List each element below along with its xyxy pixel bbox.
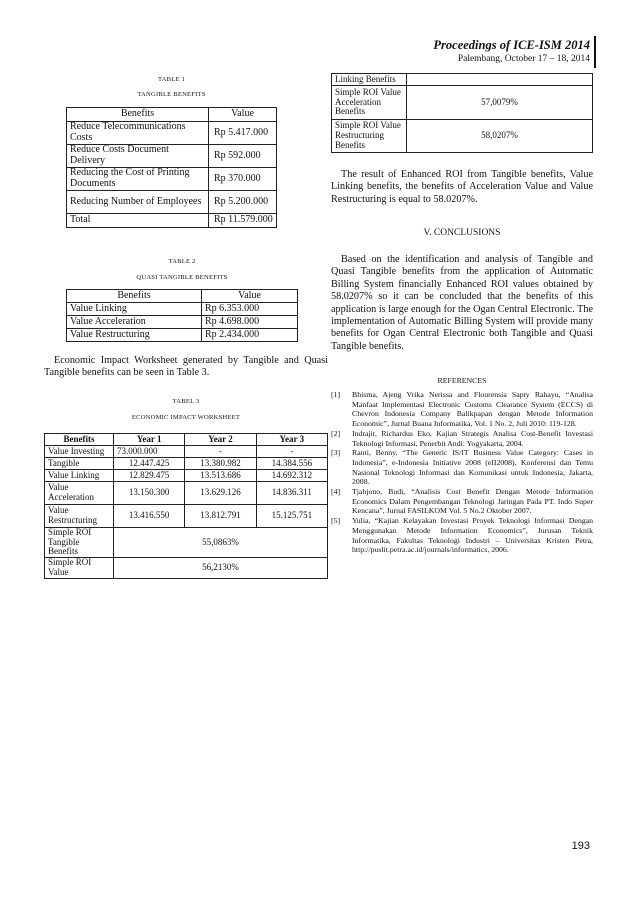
table-cell: Value Investing: [45, 446, 114, 458]
table-cell: Total: [67, 214, 209, 228]
table-header-cell: Year 3: [256, 434, 327, 446]
reference-text: Tjahjono, Budi, “Analisis Cost Benefit Dengan Metode Information Economics Dalam Pengembangan Teknologi Jaringan Pada PT. Indo Super Kencana”, Jurnal FASILKOM Vol. 5 No.2 Oktober 2007.: [352, 487, 593, 516]
table-header-cell: Year 1: [114, 434, 185, 446]
table-header-row: [67, 290, 298, 303]
table-cell: 56,2130%: [114, 558, 328, 578]
table-header-cell: Value: [209, 108, 277, 122]
table-cell: Rp 5.417.000: [209, 122, 277, 145]
table-cell: Rp 5.200.000: [209, 191, 277, 214]
table-row: [332, 86, 593, 120]
header-divider: [594, 36, 596, 68]
table-row: [332, 74, 593, 86]
table-cell: 14.836.311: [256, 482, 327, 505]
table-cell: Reducing the Cost of Printing Documents: [67, 168, 209, 191]
table-cell: 14.692.312: [256, 470, 327, 482]
table-cell: Simple ROI Value: [45, 558, 114, 578]
table-row: [67, 303, 298, 316]
table-cell: 58,0207%: [407, 120, 593, 153]
reference-text: Yulia, “Kajian Kelayakan Investasi Proyek Teknologi Informasi Dengan Menggunakan Metode Information Economics”, Jurusan Teknik Informatika, Fakultas Teknologi Industri – Universitas Kristen Petra, http://puslit.petra.ac.id/journals/informatics, 2006.: [352, 516, 593, 555]
table-row: [45, 528, 328, 558]
table-cell: 13.812.791: [185, 505, 256, 528]
table-row: [45, 470, 328, 482]
table1-label: TABLE 1: [157, 76, 186, 83]
reference-item: [331, 487, 593, 516]
table3-title: ECONOMIC IMPACT WORKSHEET: [131, 414, 241, 421]
reference-number: [5]: [331, 516, 341, 526]
table-row: [67, 191, 277, 214]
table-cell: Linking Benefits: [332, 74, 407, 86]
reference-item: [331, 429, 593, 448]
table-cell: Simple ROI Value Restructuring Benefits: [332, 120, 407, 153]
table-cell: Rp 4.698.000: [202, 316, 298, 329]
economic-impact-paragraph: Economic Impact Worksheet generated by Tangible and Quasi Tangible benefits can be seen in Table 3.: [44, 355, 328, 379]
table-header-cell: Value: [202, 290, 298, 303]
table-cell: Simple ROI Tangible Benefits: [45, 528, 114, 558]
table-cell: 13.629.126: [185, 482, 256, 505]
table-cell: 73.000.000: [114, 446, 185, 458]
table-row: [45, 482, 328, 505]
table-header-row: [67, 108, 277, 122]
table-cell: Reduce Telecommunications Costs: [67, 122, 209, 145]
proceedings-title: Proceedings of ICE-ISM 2014: [433, 38, 590, 52]
table-row: [45, 505, 328, 528]
references-list: [331, 390, 593, 555]
reference-number: [1]: [331, 390, 341, 399]
proceedings-location-date: Palembang, October 17 – 18, 2014: [457, 54, 590, 64]
conclusions-heading: V. CONCLUSIONS: [423, 228, 501, 238]
table-cell: Value Linking: [45, 470, 114, 482]
table1-title: TANGIBLE BENEFITS: [137, 91, 206, 98]
table-cell: Value Acceleration: [67, 316, 202, 329]
table-cell: Value Restructuring: [67, 329, 202, 342]
table-row: [67, 316, 298, 329]
table-cell: 13.513.686: [185, 470, 256, 482]
page-number: 193: [571, 840, 590, 852]
table-cell: Rp 592.000: [209, 145, 277, 168]
table-cell: Tangible: [45, 458, 114, 470]
table-cell: Value Linking: [67, 303, 202, 316]
table-cell: -: [185, 446, 256, 458]
table-cell: 13.416.550: [114, 505, 185, 528]
table-header-cell: Year 2: [185, 434, 256, 446]
table-cell: Reducing Number of Employees: [67, 191, 209, 214]
table-cell: Value Restructuring: [45, 505, 114, 528]
economic-impact-worksheet-table: [44, 433, 328, 579]
table-row: [45, 458, 328, 470]
table-row: [45, 446, 328, 458]
table-cell: 12.447.425: [114, 458, 185, 470]
table2-label: TABLE 2: [168, 258, 196, 265]
reference-text: Ranti, Benny, “The Generic IS/IT Business Value Category: Cases in Indonesia”, e-Indonesia Initiative 2008 (eII2008), Konferensi dan Temu Nasional Teknologi Informasi dan Komunikasi untuk Indonesia, Jakarta, 2008.: [352, 448, 593, 487]
reference-text: Indrajit, Richardus Eko, Kajian Strategis Analisa Cost-Benefit Investasi Teknologi Informasi, Penerbit Andi: Yogyakarta, 2004.: [352, 428, 593, 448]
table-cell: Value Acceleration: [45, 482, 114, 505]
reference-item: [331, 390, 593, 429]
reference-number: [3]: [331, 448, 341, 458]
table-cell: 15.125.751: [256, 505, 327, 528]
table-cell: Simple ROI Value Acceleration Benefits: [332, 86, 407, 120]
table-cell: Reduce Costs Document Delivery: [67, 145, 209, 168]
reference-text: Bhisma, Ajeng Vrika Nerissa and Flourensia Sapty Rahayu, “Analisa Manfaat Implementasi Electronic Customs Clearance System (ECCS) di Chevron Indonesia Company Balikpapan dengan Metode Information Economic”, Jurnal Buana Informatika, Vol. 1 No. 2, Juli 2010: 119-128.: [352, 390, 593, 429]
table-header-cell: Benefits: [45, 434, 114, 446]
table-cell: 14.384.556: [256, 458, 327, 470]
tangible-benefits-table: [66, 107, 277, 228]
reference-item: [331, 448, 593, 487]
table-header-row: [45, 434, 328, 446]
table3-label: TABEL 3: [172, 398, 200, 405]
table-cell: 12.829.475: [114, 470, 185, 482]
enhanced-roi-paragraph: The result of Enhanced ROI from Tangible benefits, Value Linking benefits, the benefits of Acceleration Value and Value Restructuring is equal to 58.0207%.: [331, 169, 593, 205]
table-row: [67, 122, 277, 145]
reference-number: [2]: [331, 428, 341, 438]
table-header-cell: Benefits: [67, 108, 209, 122]
table-cell: [407, 74, 593, 86]
quasi-tangible-benefits-table: [66, 289, 298, 342]
table-cell: Rp 2.434.000: [202, 329, 298, 342]
table-cell: Rp 11.579.000: [209, 214, 277, 228]
conclusions-paragraph: Based on the identification and analysis of Tangible and Quasi Tangible benefits from the application of Automatic Billing System financially Enhanced ROI values obtained by 58.0207% so it can be concluded that the benefits of this application is large enough for the Ogan Central Electronic. The implementation of Automatic Billing System will provide many benefits for Ogan Central Electronic both Tangible and Quasi Tangible benefits.: [331, 254, 593, 352]
reference-item: [331, 516, 593, 555]
table-header-cell: Benefits: [67, 290, 202, 303]
table2-title: QUASI TANGIBLE BENEFITS: [136, 274, 228, 281]
table-cell: 55,0863%: [114, 528, 328, 558]
table-row: [332, 120, 593, 153]
table-cell: Rp 370.000: [209, 168, 277, 191]
references-heading: REFERENCES: [437, 376, 487, 385]
economic-impact-worksheet-continued-table: [331, 73, 593, 153]
table-cell: 13.150.300: [114, 482, 185, 505]
table-cell: Rp 6.353.000: [202, 303, 298, 316]
table-row: [67, 145, 277, 168]
table-row: [67, 214, 277, 228]
table-cell: -: [256, 446, 327, 458]
reference-number: [4]: [331, 487, 341, 497]
table-cell: 13.380.982: [185, 458, 256, 470]
table-cell: 57,0079%: [407, 86, 593, 120]
table-row: [67, 168, 277, 191]
table-row: [45, 558, 328, 578]
table-row: [67, 329, 298, 342]
